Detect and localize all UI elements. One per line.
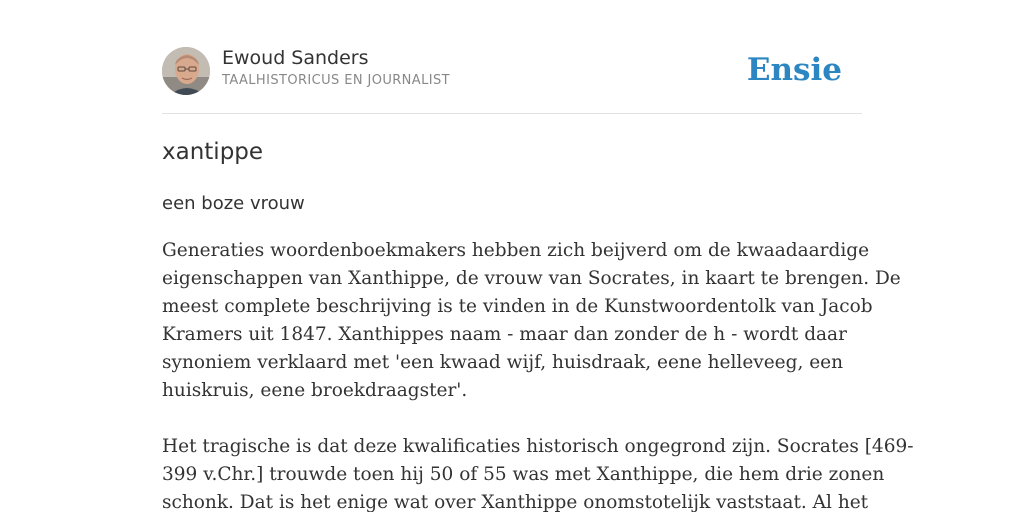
header-divider bbox=[162, 113, 862, 114]
text-line: 399 v.Chr.] trouwde toen hij 50 of 55 was met Xanthippe, die hem drie zonen bbox=[162, 464, 885, 485]
text-line: Kramers uit 1847. Xanthippes naam - maar dan zonder de h - wordt daar bbox=[162, 324, 847, 345]
text-line: meest complete beschrijving is te vinden in de Kunstwoordentolk van Jacob bbox=[162, 296, 873, 317]
author-portrait-icon bbox=[162, 47, 210, 95]
entry-title: xantippe bbox=[162, 139, 264, 165]
header bbox=[162, 46, 862, 96]
text-line: Het tragische is dat deze kwalificaties historisch ongegrond zijn. Socrates [469- bbox=[162, 436, 914, 457]
author-info bbox=[222, 46, 450, 91]
entry-paragraph bbox=[162, 237, 901, 405]
entry-paragraph bbox=[162, 433, 914, 512]
author-role: TAALHISTORICUS EN JOURNALIST bbox=[222, 73, 450, 88]
brand-logo-link[interactable]: Ensie bbox=[746, 52, 842, 88]
author-name[interactable]: Ewoud Sanders bbox=[222, 47, 369, 69]
text-line: Generaties woordenboekmakers hebben zich beijverd om de kwaadaardige bbox=[162, 240, 870, 261]
text-line: huiskruis, eene broekdraagster'. bbox=[162, 380, 468, 401]
entry-body bbox=[162, 237, 914, 512]
text-line: schonk. Dat is het enige wat over Xanthippe onomstotelijk vaststaat. Al het bbox=[162, 492, 869, 512]
text-line: synoniem verklaard met 'een kwaad wijf, huisdraak, eene helleveeg, een bbox=[162, 352, 844, 373]
avatar[interactable] bbox=[162, 47, 210, 95]
entry-definition: een boze vrouw bbox=[162, 193, 305, 214]
text-line: eigenschappen van Xanthippe, de vrouw van Socrates, in kaart te brengen. De bbox=[162, 268, 901, 289]
